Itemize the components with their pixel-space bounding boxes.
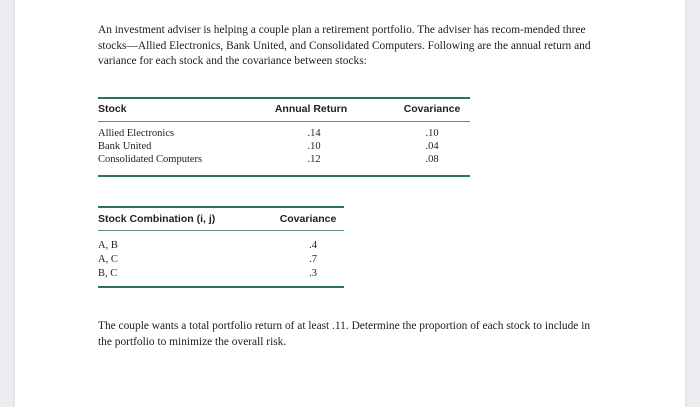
table1-return-1: .14 [307, 128, 321, 139]
table1-stock-2: Bank United [98, 141, 152, 152]
table2-covariance-2: .7 [309, 254, 317, 265]
table1-top-rule [98, 97, 470, 99]
table1-stock-1: Allied Electronics [98, 128, 175, 139]
table2-combination-3: B, C [98, 268, 118, 279]
table2-covariance-1: .4 [309, 240, 317, 251]
table2-header-combination: Stock Combination (i, j) [98, 213, 216, 225]
table1-return-2: .10 [307, 141, 321, 152]
table1-covariance-3: .08 [425, 154, 439, 165]
table1-header-annual-return: Annual Return [274, 103, 348, 115]
table1-header-covariance: Covariance [403, 103, 461, 115]
table1-covariance-2: .04 [425, 141, 439, 152]
table2-bottom-rule [98, 286, 344, 288]
table1-covariance-1: .10 [425, 128, 439, 139]
intro-paragraph: An investment adviser is helping a couple plan a retirement portfolio. The adviser has recom-mended three stocks—Allied Electronics, Bank United, and Consolidated Computers. Following are the annual return and variance for each stock and the covariance between stocks: [98, 24, 591, 67]
table2-combination-1: A, B [98, 240, 118, 251]
table1-header-stock: Stock [98, 103, 127, 115]
table2-covariance-3: .3 [309, 268, 317, 279]
closing-paragraph: The couple wants a total portfolio return of at least .11. Determine the proportion of each stock to include in the portfolio to minimize the overall risk. [98, 320, 591, 348]
table2-header-covariance: Covariance [279, 213, 337, 225]
table2-combination-2: A, C [98, 254, 118, 265]
table1-return-3: .12 [307, 154, 321, 165]
table2-top-rule [98, 206, 344, 208]
table1-bottom-rule [98, 175, 470, 177]
table1-stock-3: Consolidated Computers [98, 154, 203, 165]
table1-header-rule [98, 121, 470, 122]
table2-header-rule [98, 230, 344, 231]
